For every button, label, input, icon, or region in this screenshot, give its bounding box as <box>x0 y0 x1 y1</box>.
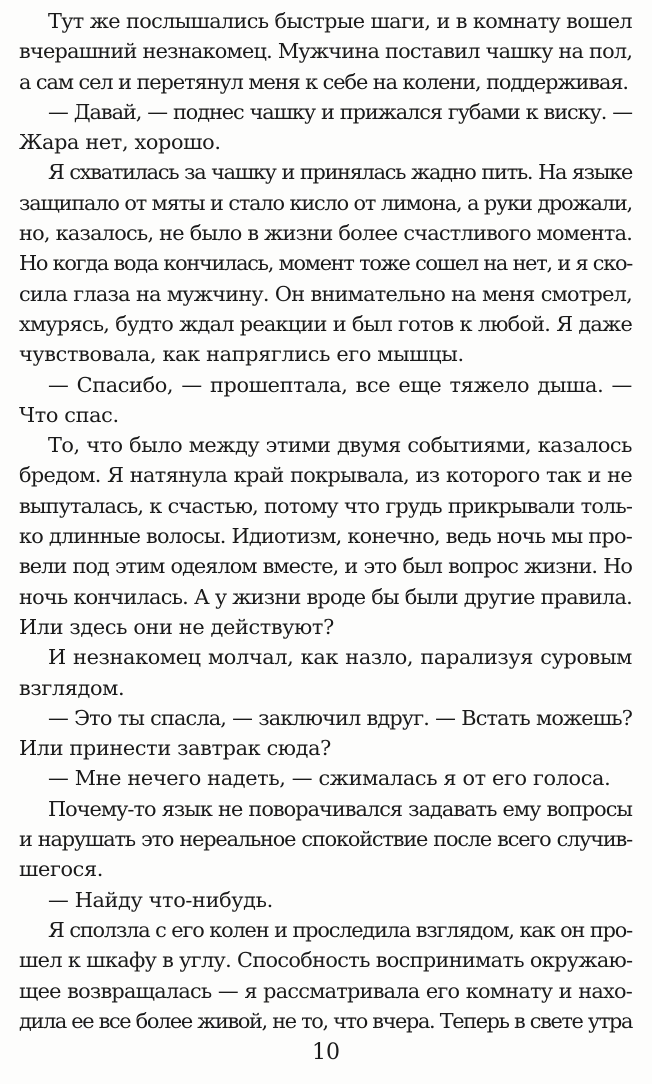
text-line: Я схватилась за чашку и принялась жадно пить. На языке <box>48 160 632 185</box>
text-line: — Давай, — поднес чашку и прижался губами к виску. — <box>48 99 632 124</box>
text-line: но, казалось, не было в жизни более счастливого момента. <box>19 221 633 246</box>
text-line: — Спасибо, — прошептала, все еще тяжело дыша. — <box>48 372 632 397</box>
text-line: а сам сел и перетянул меня к себе на колени, поддерживая. <box>19 69 628 94</box>
text-line: То, что было между этими двумя событиями, казалось <box>48 433 632 458</box>
text-line: И незнакомец молчал, как назло, парализуя суровым <box>48 645 632 670</box>
text-line: вчерашний незнакомец. Мужчина поставил чашку на пол, <box>19 39 633 64</box>
text-line: вели под этим одеялом вместе, и это был вопрос жизни. Но <box>19 554 632 579</box>
text-line: выпуталась, к счастью, потому что грудь прикрывали толь- <box>19 493 632 518</box>
page-number: 10 <box>312 1040 340 1065</box>
text-line: Почему-то язык не поворачивался задавать ему вопросы <box>48 796 632 821</box>
text-line: Что спас. <box>19 402 119 427</box>
text-line: взглядом. <box>19 675 125 700</box>
text-line: — Это ты спасла, — заключил вдруг. — Встать можешь? <box>48 705 632 730</box>
text-line: дила ее все более живой, не то, что вчера. Теперь в свете утра <box>19 1008 632 1033</box>
text-line: — Найду что-нибудь. <box>48 887 273 912</box>
text-line: и нарушать это нереальное спокойствие после всего случив- <box>19 827 632 852</box>
text-line: Жара нет, хорошо. <box>19 130 221 155</box>
text-line: — Мне нечего надеть, — сжималась я от его голоса. <box>48 766 611 791</box>
text-line: шел к шкафу в углу. Способность воспринимать окружаю- <box>19 948 633 973</box>
text-line: щее возвращалась — я рассматривала его комнату и нахо- <box>19 978 632 1003</box>
text-line: Я сползла с его колен и проследила взглядом, как он про- <box>48 917 632 942</box>
text-line: Или принести завтрак сюда? <box>19 736 331 761</box>
text-line: хмурясь, будто ждал реакции и был готов к любой. Я даже <box>19 311 632 336</box>
text-line: чувствовала, как напряглись его мышцы. <box>19 342 464 367</box>
text-line: сила глаза на мужчину. Он внимательно на меня смотрел, <box>19 281 632 306</box>
text-line: бредом. Я натянула край покрывала, из которого так и не <box>19 463 632 488</box>
text-line: шегося. <box>19 857 103 882</box>
text-line: защипало от мяты и стало кисло от лимона, а руки дрожали, <box>19 190 632 215</box>
text-line: Тут же послышались быстрые шаги, и в комнату вошел <box>48 9 632 33</box>
body-text <box>19 6 632 1036</box>
text-line: ночь кончилась. А у жизни вроде бы были другие правила. <box>19 584 632 609</box>
text-line: Или здесь они не действуют? <box>19 614 334 639</box>
text-line: ко длинные волосы. Идиотизм, конечно, ведь ночь мы про- <box>19 524 632 549</box>
text-line: Но когда вода кончилась, момент тоже сошел на нет, и я ско- <box>19 251 632 276</box>
